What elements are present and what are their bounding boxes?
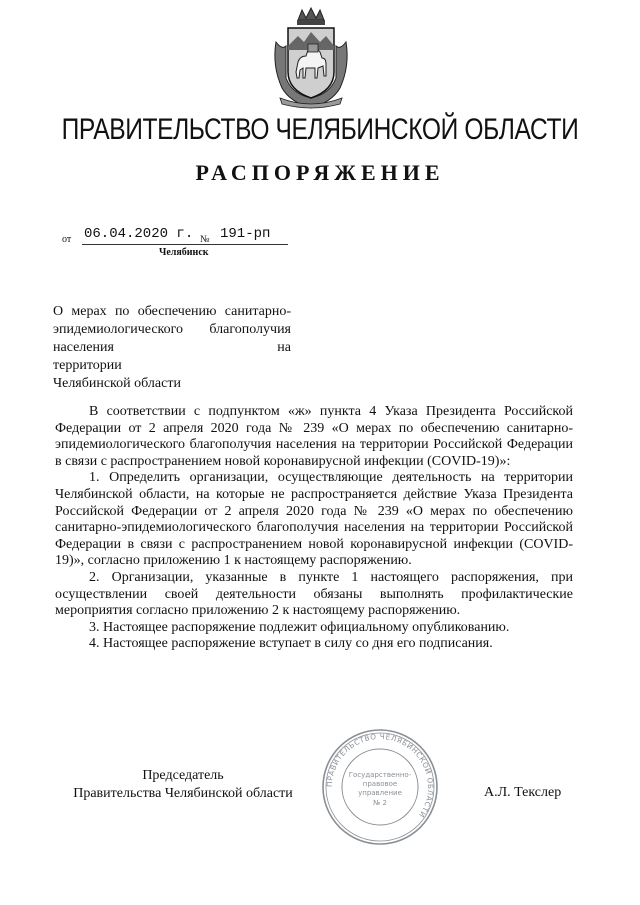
date-label: от (62, 234, 72, 245)
government-title: ПРАВИТЕЛЬСТВО ЧЕЛЯБИНСКОЙ ОБЛАСТИ (61, 113, 579, 146)
signatory-position: Председатель (142, 768, 224, 783)
stamp-number: № 2 (373, 799, 387, 807)
stamp-outer-text: ПРАВИТЕЛЬСТВО ЧЕЛЯБИНСКОЙ ОБЛАСТИ (324, 731, 436, 820)
subject-line: эпидемиологического благополучия (53, 322, 291, 337)
number-label: № (200, 234, 210, 245)
stamp-inner-line: правовое (362, 780, 398, 788)
city-label: Челябинск (159, 247, 209, 258)
document-subject (53, 303, 291, 393)
date-value: 06.04.2020 г. (84, 226, 194, 242)
clause-paragraph: 4. Настоящее распоряжение вступает в силу со дня его подписания. (89, 636, 493, 652)
signatory-organization: Правительства Челябинской области (73, 786, 293, 801)
stamp-inner-line: Государственно- (348, 771, 412, 779)
signatory-name: А.Л. Текслер (484, 785, 562, 800)
number-value: 191-рп (220, 226, 271, 242)
document-type: РАСПОРЯЖЕНИЕ (195, 160, 445, 185)
number-field (216, 226, 288, 245)
signatory-title (53, 767, 313, 803)
stamp-inner-line: управление (358, 789, 402, 797)
subject-line: населения на территории (53, 340, 291, 373)
clause-paragraph: 2. Организации, указанные в пункте 1 настоящего распоряжения, при осуществлении своей деятельности обязаны выполнять профилактические мероприятия согласно приложению 2 к настоящему распоряжению. (55, 569, 573, 619)
coat-of-arms-emblem (270, 6, 352, 110)
clause-paragraph: 1. Определить организации, осуществляющие деятельность на территории Челябинской области, на которые не распространяется действие Указа Президента Российской Федерации от 2 апреля 2020 года № 239 «О мерах по обеспечению санитарно-эпидемиологического благополучия населения на территории Российской Федерации в связи с распространением новой коронавирусной инфекции (COVID-19)», согласно приложению 1 к настоящему распоряжению. (55, 470, 573, 569)
clause-paragraph: 3. Настоящее распоряжение подлежит официальному опубликованию. (89, 619, 510, 635)
subject-line: Челябинской области (53, 376, 181, 391)
subject-line: О мерах по обеспечению санитарно- (53, 304, 291, 319)
preamble-paragraph: В соответствии с подпунктом «ж» пункта 4 Указа Президента Российской Федерации от 2 апреля 2020 года № 239 «О мерах по обеспечению санитарно-эпидемиологического благополучия населения на территории Российской Федерации в связи с распространением новой коронавирусной инфекции (COVID-19)»: (55, 404, 573, 469)
official-stamp (320, 727, 440, 847)
document-body (55, 404, 573, 653)
